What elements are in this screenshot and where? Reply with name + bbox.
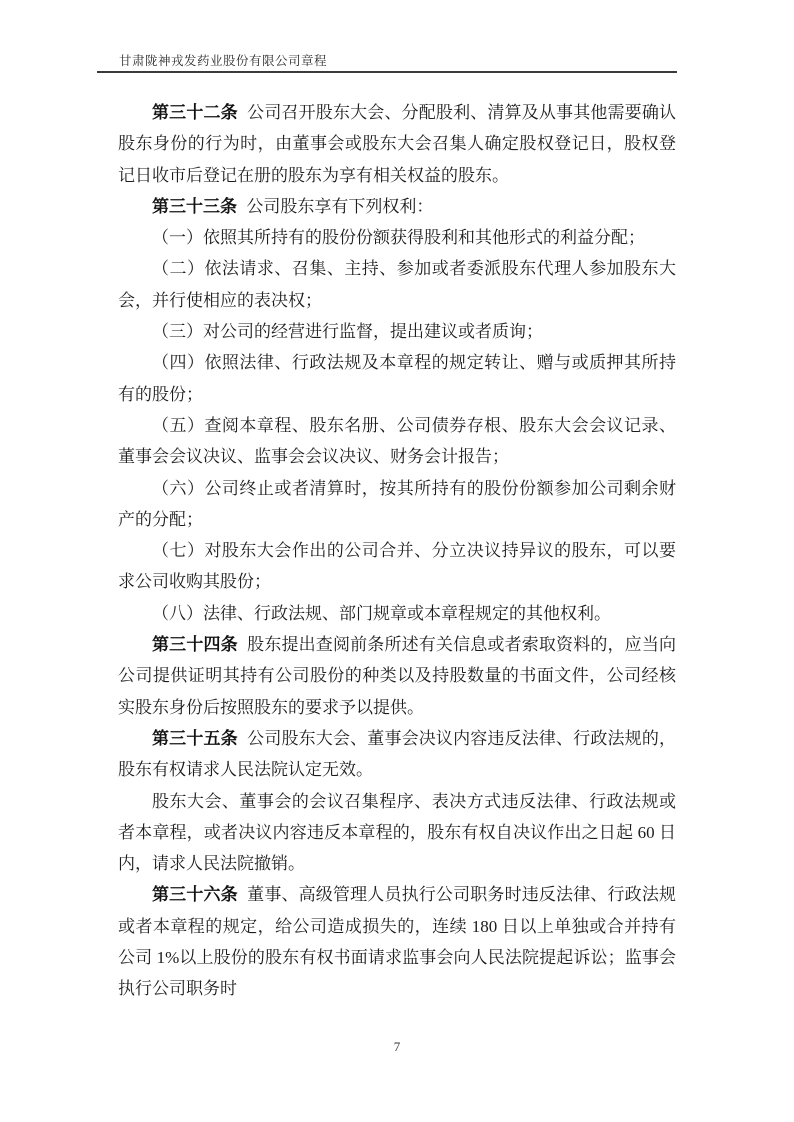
- header-rule: [97, 71, 677, 73]
- paragraph: [118, 598, 676, 629]
- paragraph-text: 董事、高级管理人员执行公司职务时违反法律、行政法规或者本章程的规定，给公司造成损失的，连续 180 日以上单独或合并持有公司 1%以上股份的股东有权书面请求监事会向人民法院提起诉讼；监事会执行公司职务时: [118, 885, 677, 999]
- paragraph-text: （七）对股东大会作出的公司合并、分立决议持异议的股东，可以要求公司收购其股份；: [118, 541, 676, 592]
- paragraph: [118, 191, 676, 222]
- paragraph-text: （二）依法请求、召集、主持、参加或者委派股东代理人参加股东大会，并行使相应的表决权；: [118, 259, 676, 310]
- article-number: 第三十三条: [152, 196, 237, 216]
- paragraph: [118, 316, 676, 347]
- paragraph-text: （四）依照法律、行政法规及本章程的规定转让、赠与或质押其所持有的股份；: [118, 353, 676, 404]
- paragraph-text: 公司股东享有下列权利：: [246, 196, 434, 216]
- paragraph-text: 公司股东大会、董事会决议内容违反法律、行政法规的，股东有权请求人民法院认定无效。: [118, 728, 677, 780]
- paragraph-text: （三）对公司的经营进行监督，提出建议或者质询；: [152, 322, 543, 342]
- page-footer: [0, 1038, 794, 1056]
- paragraph: [118, 410, 676, 473]
- paragraph: [118, 723, 676, 786]
- paragraph: [118, 473, 676, 536]
- paragraph-text: 股东大会、董事会的会议召集程序、表决方式违反法律、行政法规或者本章程，或者决议内容违反本章程的，股东有权自决议作出之日起 60 日内，请求人民法院撤销。: [118, 791, 676, 874]
- header-title: 甘肃陇神戎发药业股份有限公司章程: [119, 54, 328, 68]
- paragraph-text: 股东提出查阅前条所述有关信息或者索取资料的，应当向公司提供证明其持有公司股份的种类以及持股数量的书面文件，公司经核实股东身份后按照股东的要求予以提供。: [118, 635, 677, 717]
- paragraph-text: （五）查阅本章程、股东名册、公司债券存根、股东大会会议记录、董事会会议决议、监事会会议决议、财务会计报告；: [118, 415, 676, 467]
- paragraph: [118, 535, 676, 598]
- document-body: [118, 97, 676, 1005]
- paragraph: [118, 347, 676, 410]
- paragraph-text: 公司召开股东大会、分配股利、清算及从事其他需要确认股东身份的行为时，由董事会或股东大会召集人确定股权登记日，股权登记日收市后登记在册的股东为享有相关权益的股东。: [118, 103, 677, 185]
- paragraph: [118, 97, 676, 191]
- paragraph-text: （六）公司终止或者清算时，按其所持有的股份份额参加公司剩余财产的分配；: [118, 478, 676, 529]
- paragraph: [118, 879, 676, 1004]
- article-number: 第三十二条: [152, 103, 238, 122]
- paragraph-text: （一）依照其所持有的股份份额获得股利和其他形式的利益分配；: [152, 228, 645, 248]
- article-number: 第三十四条: [152, 635, 238, 655]
- article-number: 第三十六条: [152, 885, 238, 905]
- paragraph: [118, 629, 676, 723]
- page-number: 7: [393, 1039, 401, 1054]
- paragraph-text: （八）法律、行政法规、部门规章或本章程规定的其他权利。: [152, 603, 611, 623]
- paragraph: [118, 253, 676, 316]
- article-number: 第三十五条: [152, 728, 238, 748]
- paragraph: [118, 222, 676, 253]
- paragraph: [118, 786, 676, 880]
